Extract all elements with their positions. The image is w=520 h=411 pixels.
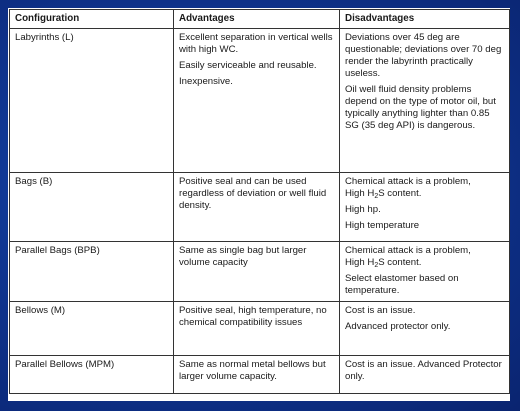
disadvantage-line: High H bbox=[345, 188, 375, 199]
header-advantages: Advantages bbox=[174, 10, 340, 29]
advantages-cell bbox=[174, 242, 340, 302]
table-row bbox=[10, 242, 510, 302]
table-row bbox=[10, 302, 510, 356]
advantages-cell bbox=[174, 173, 340, 242]
disadvantage-line: Chemical attack is a problem, bbox=[345, 176, 471, 187]
disadvantage-text: Deviations over 45 deg are questionable; deviations over 70 deg render the labyrinth practically useless. bbox=[345, 32, 502, 79]
advantages-cell bbox=[174, 302, 340, 356]
document-page bbox=[8, 8, 510, 401]
disadvantage-text: High hp. bbox=[345, 204, 381, 215]
configuration-cell: Labyrinths (L) bbox=[10, 29, 174, 173]
disadvantage-text: Cost is an issue. bbox=[345, 305, 416, 316]
advantage-text: Positive seal, high temperature, no chemical compatibility issues bbox=[179, 305, 327, 328]
subscript: 2 bbox=[374, 262, 379, 269]
table-row bbox=[10, 356, 510, 394]
table-header-row bbox=[10, 10, 510, 29]
disadvantages-cell bbox=[340, 242, 510, 302]
disadvantages-cell bbox=[340, 302, 510, 356]
header-configuration: Configuration bbox=[10, 10, 174, 29]
configuration-cell: Parallel Bellows (MPM) bbox=[10, 356, 174, 394]
disadvantage-text: Advanced protector only. bbox=[345, 321, 451, 332]
comparison-table bbox=[9, 9, 510, 394]
disadvantage-line: Chemical attack is a problem, bbox=[345, 245, 471, 256]
advantage-text: Same as normal metal bellows but larger volume capacity. bbox=[179, 359, 326, 382]
disadvantage-line: High H bbox=[345, 257, 375, 268]
disadvantages-cell bbox=[340, 173, 510, 242]
table-row bbox=[10, 173, 510, 242]
advantages-cell bbox=[174, 29, 340, 173]
advantage-text: Same as single bag but larger volume capacity bbox=[179, 245, 307, 268]
advantage-text: Inexpensive. bbox=[179, 76, 233, 87]
disadvantage-text: High temperature bbox=[345, 220, 420, 231]
disadvantage-text: Select elastomer based on temperature. bbox=[345, 273, 459, 296]
disadvantage-text bbox=[345, 245, 504, 269]
disadvantage-text bbox=[345, 176, 504, 200]
configuration-cell: Bellows (M) bbox=[10, 302, 174, 356]
disadvantages-cell bbox=[340, 29, 510, 173]
header-disadvantages: Disadvantages bbox=[340, 10, 510, 29]
advantage-text: Positive seal and can be used regardless of deviation or well fluid density. bbox=[179, 176, 327, 211]
configuration-cell: Parallel Bags (BPB) bbox=[10, 242, 174, 302]
advantage-text: Excellent separation in vertical wells with high WC. bbox=[179, 32, 333, 55]
disadvantages-cell bbox=[340, 356, 510, 394]
advantages-cell bbox=[174, 356, 340, 394]
disadvantage-text: Cost is an issue. Advanced Protector only. bbox=[345, 359, 502, 382]
subscript: 2 bbox=[374, 193, 379, 200]
table-row bbox=[10, 29, 510, 173]
advantage-text: Easily serviceable and reusable. bbox=[179, 60, 317, 71]
configuration-cell: Bags (B) bbox=[10, 173, 174, 242]
disadvantage-text: Oil well fluid density problems depend on the type of motor oil, but typically anything lighter than 0.85 SG (35 deg API) is dangerous. bbox=[345, 84, 496, 131]
disadvantage-line: S content. bbox=[378, 257, 422, 268]
disadvantage-line: S content. bbox=[378, 188, 422, 199]
